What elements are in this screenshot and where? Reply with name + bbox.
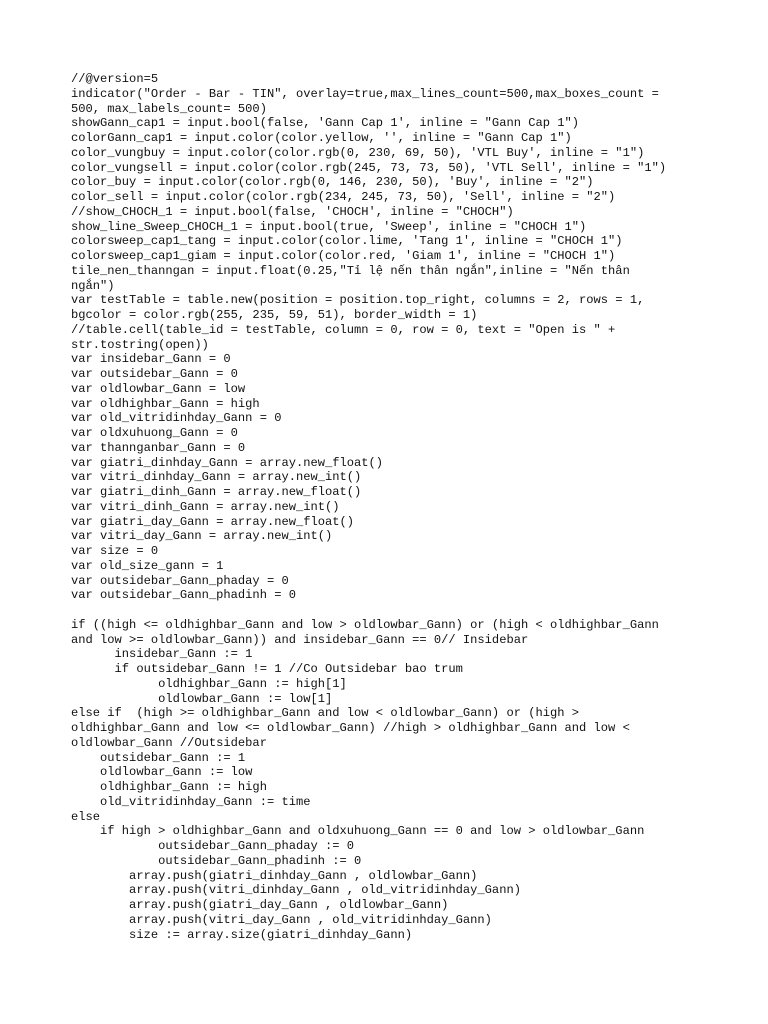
code-line: var old_size_gann = 1 xyxy=(71,558,224,573)
code-line: array.push(giatri_dinhday_Gann , oldlowbar_Gann) xyxy=(71,868,478,883)
code-line: array.push(giatri_day_Gann , oldlowbar_Gann) xyxy=(71,898,449,912)
code-line: var giatri_dinh_Gann = array.new_float() xyxy=(71,485,362,499)
code-line: outsidebar_Gann_phaday := 0 xyxy=(71,839,355,853)
code-line: var insidebar_Gann = 0 xyxy=(71,352,231,367)
code-line: //show_CHOCH_1 = input.bool(false, 'CHOCH', inline = "CHOCH") xyxy=(71,204,514,219)
code-line: if high > oldhighbar_Gann and oldxuhuong_Gann == 0 and low > oldlowbar_Gann xyxy=(71,824,645,839)
code-line: outsidebar_Gann_phadinh := 0 xyxy=(71,853,362,868)
code-line: old_vitridinhday_Gann := time xyxy=(71,794,311,809)
code-line: var vitri_dinhday_Gann = array.new_int() xyxy=(71,470,362,485)
code-line: and low >= oldlowbar_Gann)) and insidebar_Gann == 0// Insidebar xyxy=(71,632,529,647)
code-line: var giatri_dinhday_Gann = array.new_float() xyxy=(71,455,384,470)
code-line: if ((high <= oldhighbar_Gann and low > oldlowbar_Gann) or (high < oldhighbar_Gann xyxy=(71,617,659,632)
code-line: var oldhighbar_Gann = high xyxy=(71,396,260,411)
code-line: var old_vitridinhday_Gann = 0 xyxy=(71,411,282,426)
code-line: var oldxuhuong_Gann = 0 xyxy=(71,426,238,440)
code-line: array.push(vitri_dinhday_Gann , old_vitridinhday_Gann) xyxy=(71,883,521,898)
code-line: oldlowbar_Gann := low[1] xyxy=(71,691,333,706)
code-line xyxy=(71,603,711,618)
code-line: tile_nen_thanngan = input.float(0.25,"Tỉ lệ nến thân ngắn",inline = "Nến thân xyxy=(71,263,630,278)
code-line: var giatri_day_Gann = array.new_float() xyxy=(71,514,355,529)
code-line: var oldlowbar_Gann = low xyxy=(71,381,246,396)
code-line: var thannganbar_Gann = 0 xyxy=(71,440,246,455)
code-line: //@version=5 xyxy=(71,72,159,86)
code-line: var vitri_day_Gann = array.new_int() xyxy=(71,529,333,544)
code-line: indicator("Order - Bar - TIN", overlay=true,max_lines_count=500,max_boxes_count = xyxy=(71,86,659,101)
code-line: color_sell = input.color(color.rgb(234, 245, 73, 50), 'Sell', inline = "2") xyxy=(71,190,616,204)
code-line: var outsidebar_Gann = 0 xyxy=(71,367,238,381)
code-line: bgcolor = color.rgb(255, 235, 59, 51), border_width = 1) xyxy=(71,308,478,322)
code-line: oldhighbar_Gann := high xyxy=(71,780,267,794)
code-line: oldhighbar_Gann and low <= oldlowbar_Gann) //high > oldhighbar_Gann and low < xyxy=(71,721,630,735)
code-line: var size = 0 xyxy=(71,544,159,558)
code-line: else if (high >= oldhighbar_Gann and low < oldlowbar_Gann) or (high > xyxy=(71,706,580,721)
code-line: colorsweep_cap1_tang = input.color(color.lime, 'Tang 1', inline = "CHOCH 1") xyxy=(71,234,623,249)
code-block xyxy=(71,72,711,942)
code-line: else xyxy=(71,809,101,824)
code-line: var testTable = table.new(position = position.top_right, columns = 2, rows = 1, xyxy=(71,293,645,308)
code-line: insidebar_Gann := 1 xyxy=(71,647,253,662)
code-line: 500, max_labels_count= 500) xyxy=(71,101,267,116)
code-line: str.tostring(open)) xyxy=(71,337,209,352)
code-line: if outsidebar_Gann != 1 //Co Outsidebar bao trum xyxy=(71,662,463,676)
code-line: var outsidebar_Gann_phadinh = 0 xyxy=(71,588,296,603)
code-line: oldhighbar_Gann := high[1] xyxy=(71,676,347,691)
code-line: oldlowbar_Gann //Outsidebar xyxy=(71,735,267,750)
code-line: color_buy = input.color(color.rgb(0, 146, 230, 50), 'Buy', inline = "2") xyxy=(71,175,594,190)
code-line: colorsweep_cap1_giam = input.color(color.red, 'Giam 1', inline = "CHOCH 1") xyxy=(71,249,616,263)
code-line: oldlowbar_Gann := low xyxy=(71,765,253,780)
code-line: var outsidebar_Gann_phaday = 0 xyxy=(71,573,289,588)
code-line: array.push(vitri_day_Gann , old_vitridinhday_Gann) xyxy=(71,912,492,927)
code-line: color_vungbuy = input.color(color.rgb(0, 230, 69, 50), 'VTL Buy', inline = "1") xyxy=(71,145,645,160)
code-line: //table.cell(table_id = testTable, column = 0, row = 0, text = "Open is " + xyxy=(71,322,616,337)
code-line: color_vungsell = input.color(color.rgb(245, 73, 73, 50), 'VTL Sell', inline = "1") xyxy=(71,160,667,175)
code-line: showGann_cap1 = input.bool(false, 'Gann Cap 1', inline = "Gann Cap 1") xyxy=(71,116,580,131)
code-line: ngắn") xyxy=(71,278,115,293)
code-line: size := array.size(giatri_dinhday_Gann) xyxy=(71,927,413,942)
code-line: var vitri_dinh_Gann = array.new_int() xyxy=(71,499,340,514)
code-line: colorGann_cap1 = input.color(color.yellow, '', inline = "Gann Cap 1") xyxy=(71,131,572,145)
code-line: show_line_Sweep_CHOCH_1 = input.bool(true, 'Sweep', inline = "CHOCH 1") xyxy=(71,219,587,234)
code-line: outsidebar_Gann := 1 xyxy=(71,750,246,765)
